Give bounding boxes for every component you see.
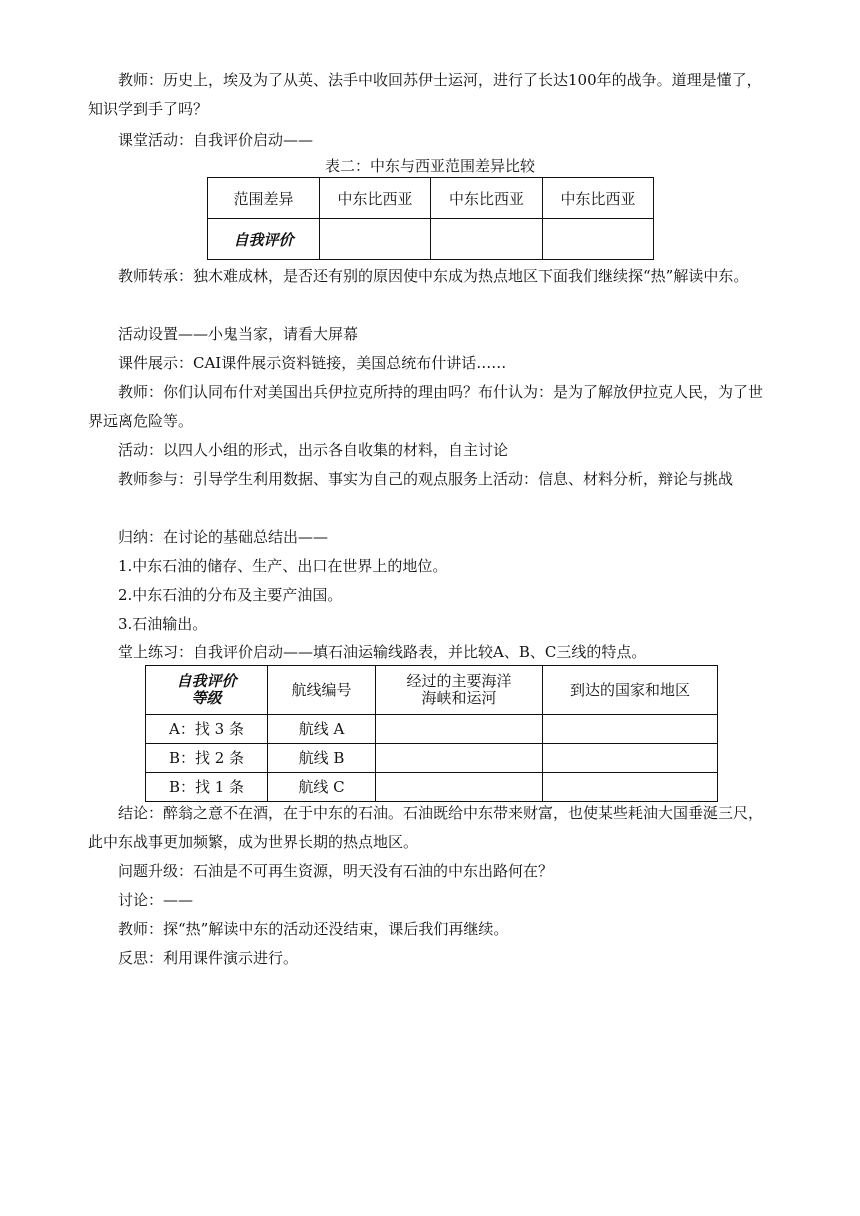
- paragraph-reflection: 反思：利用课件演示进行。: [118, 949, 299, 967]
- table-cell: 中东比西亚: [431, 178, 543, 219]
- table-cell-empty: [431, 219, 543, 260]
- paragraph-point-1: 1.中东石油的储存、生产、出口在世界上的地位。: [118, 557, 448, 575]
- table-cell: 中东比西亚: [320, 178, 431, 219]
- table-cell-empty: [543, 715, 718, 744]
- table-row: [146, 773, 718, 802]
- table-cell: 中东比西亚: [543, 178, 654, 219]
- table-header-cell: 到达的国家和地区: [543, 666, 718, 715]
- table-cell-empty: [320, 219, 431, 260]
- paragraph-teacher-closing: 教师：探“热”解读中东的活动还没结束，课后我们再继续。: [118, 920, 509, 938]
- table-cell: 范围差异: [208, 178, 320, 219]
- paragraph-group-activity: 活动：以四人小组的形式，出示各自收集的材料，自主讨论: [118, 441, 509, 459]
- table-header-cell: 自我评价 等级: [146, 666, 268, 715]
- table-row: [208, 219, 654, 260]
- range-comparison-table: [207, 177, 654, 260]
- table-cell: B：找 1 条: [146, 773, 268, 802]
- table-cell-self-eval: 自我评价: [208, 219, 320, 260]
- table-cell-empty: [376, 773, 543, 802]
- table-row: [146, 744, 718, 773]
- table-cell: A：找 3 条: [146, 715, 268, 744]
- paragraph-exercise: 堂上练习：自我评价启动——填石油运输线路表，并比较A、B、C三线的特点。: [118, 643, 647, 661]
- table-row: [146, 715, 718, 744]
- table-cell-empty: [376, 744, 543, 773]
- table-header-row: [146, 666, 718, 715]
- paragraph-summary: 归纳：在讨论的基础总结出——: [118, 528, 329, 546]
- table2-caption: 表二：中东与西亚范围差异比较: [324, 157, 535, 175]
- table-cell-empty: [543, 773, 718, 802]
- paragraph-point-3: 3.石油输出。: [118, 615, 208, 633]
- paragraph-activity-setup: 活动设置——小鬼当家，请看大屏幕: [118, 325, 359, 343]
- table-cell: 航线 A: [268, 715, 376, 744]
- table-cell: B：找 2 条: [146, 744, 268, 773]
- paragraph-bush-question: 教师：你们认同布什对美国出兵伊拉克所持的理由吗？布什认为：是为了解放伊拉克人民，为了世界远离危险等。: [88, 383, 764, 430]
- table-cell-empty: [543, 744, 718, 773]
- paragraph-question-upgrade: 问题升级：石油是不可再生资源，明天没有石油的中东出路何在？: [118, 862, 554, 880]
- table-cell: 航线 C: [268, 773, 376, 802]
- paragraph-egypt-suez: 教师：历史上，埃及为了从英、法手中收回苏伊士运河，进行了长达100年的战争。道理是懂了，知识学到手了吗？: [88, 71, 762, 118]
- table-cell: 航线 B: [268, 744, 376, 773]
- oil-route-table: [145, 665, 718, 802]
- paragraph-point-2: 2.中东石油的分布及主要产油国。: [118, 586, 343, 604]
- paragraph-teacher-transition: 教师转承：独木难成林，是否还有别的原因使中东成为热点地区下面我们继续探“热”解读中东。: [118, 267, 749, 285]
- paragraph-courseware: 课件展示：CAI课件展示资料链接，美国总统布什讲话……: [118, 354, 507, 372]
- paragraph-conclusion: 结论：醉翁之意不在酒，在于中东的石油。石油既给中东带来财富，也使某些耗油大国垂涎三尺，此中东战事更加频繁，成为世界长期的热点地区。: [88, 804, 764, 851]
- table-header-cell: 经过的主要海洋 海峡和运河: [376, 666, 543, 715]
- table-row: [208, 178, 654, 219]
- table-cell-empty: [543, 219, 654, 260]
- paragraph-activity-self-eval: 课堂活动：自我评价启动——: [118, 131, 314, 149]
- table-cell-empty: [376, 715, 543, 744]
- paragraph-teacher-participation: 教师参与：引导学生利用数据、事实为自己的观点服务上活动：信息、材料分析，辩论与挑战: [118, 470, 734, 488]
- table-header-cell: 航线编号: [268, 666, 376, 715]
- paragraph-discussion: 讨论：——: [118, 891, 194, 909]
